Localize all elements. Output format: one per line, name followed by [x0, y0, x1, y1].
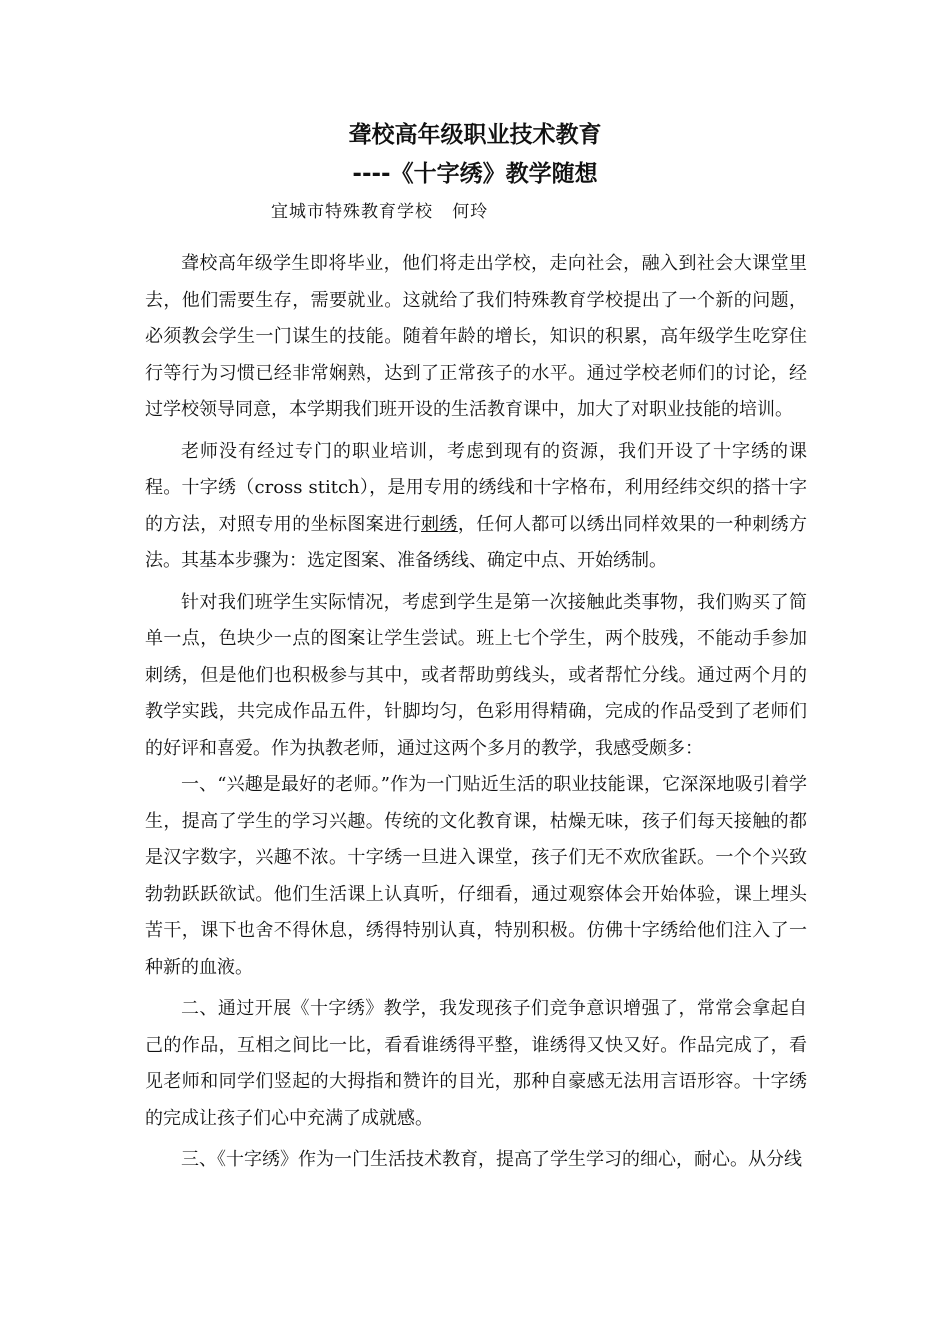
- body-text: [145, 246, 807, 1184]
- paragraph-class-practice: 针对我们班学生实际情况，考虑到学生是第一次接触此类事物，我们购买了简单一点，色块少一点的图案让学生尝试。班上七个学生，两个肢残，不能动手参加刺绣，但是他们也积极参与其中，或者帮助剪线头，或者帮忙分线。通过两个月的教学实践，共完成作品五件，针脚均匀，色彩用得精确，完成的作品受到了老师们的好评和喜爱。作为执教老师，通过这两个多月的教学，我感受颇多：: [145, 591, 807, 759]
- paragraph-cross-stitch-definition: [145, 434, 807, 580]
- document-subtitle: ----《十字绣》教学随想: [352, 161, 598, 187]
- embroidery-link[interactable]: 刺绣: [421, 513, 458, 535]
- paragraph-point-two: 二、通过开展《十字绣》教学，我发现孩子们竞争意识增强了，常常会拿起自己的作品，互相之间比一比，看看谁绣得平整，谁绣得又快又好。作品完成了，看见老师和同学们竖起的大拇指和赞许的目光，那种自豪感无法用言语形容。十字绣的完成让孩子们心中充满了成就感。: [145, 998, 807, 1129]
- author-line: 宜城市特殊教育学校 何玲: [271, 202, 489, 222]
- paragraph-point-one: 一、“兴趣是最好的老师。”作为一门贴近生活的职业技能课，它深深地吸引着学生，提高了学生的学习兴趣。传统的文化教育课，枯燥无味，孩子们每天接触的都是汉字数字，兴趣不浓。十字绣一旦进入课堂，孩子们无不欢欣雀跃。一个个兴致勃勃跃跃欲试。他们生活课上认真听，仔细看，通过观察体会开始体验，课上埋头苦干，课下也舍不得休息，绣得特别认真，特别积极。仿佛十字绣给他们注入了一种新的血液。: [145, 774, 807, 978]
- paragraph-text-after-link: ，任何人都可以绣出同样效果的一种刺绣方法。其基本步骤为：选定图案、准备绣线、确定中点、开始绣制。: [145, 513, 808, 571]
- paragraph-intro: 聋校高年级学生即将毕业，他们将走出学校，走向社会，融入到社会大课堂里去，他们需要生存，需要就业。这就给了我们特殊教育学校提出了一个新的问题，必须教会学生一门谋生的技能。随着年龄的增长，知识的积累，高年级学生吃穿住行等行为习惯已经非常娴熟，达到了正常孩子的水平。通过学校老师们的讨论，经过学校领导同意，本学期我们班开设的生活教育课中，加大了对职业技能的培训。: [145, 253, 807, 420]
- document-title: 聋校高年级职业技术教育: [348, 122, 602, 148]
- paragraph-text-before-link: 老师没有经过专门的职业培训，考虑到现有的资源，我们开设了十字绣的课程。十字绣（cross stitch），是用专用的绣线和十字格布，利用经纬交织的搭十字的方法，对照专用的坐标图案进行: [145, 440, 807, 535]
- paragraph-point-three: 三、《十字绣》作为一门生活技术教育，提高了学生学习的细心，耐心。从分线: [181, 1149, 802, 1170]
